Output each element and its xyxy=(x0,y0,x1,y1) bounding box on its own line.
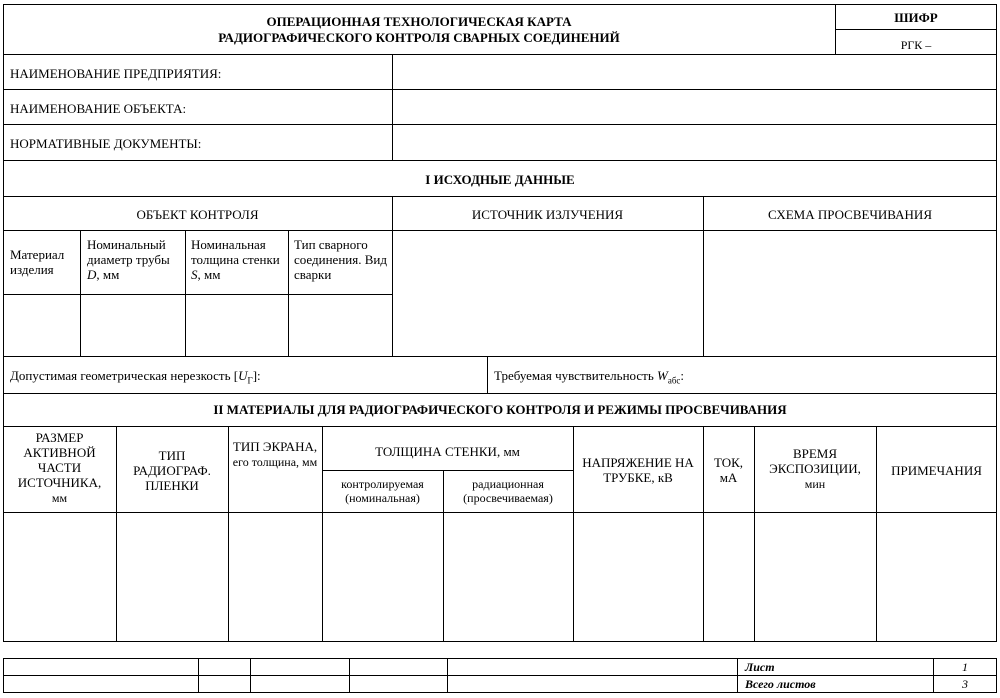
sheet-label: Лист xyxy=(745,660,775,674)
diameter-column-header: Номинальный диаметр трубы D, мм xyxy=(87,237,170,282)
object-col-divider-3 xyxy=(288,230,289,356)
screen-type-column-header: ТИП ЭКРАНА, его толщина, мм xyxy=(232,439,318,469)
info-row-line-1 xyxy=(3,89,997,90)
stamp-table xyxy=(3,658,997,693)
normative-docs-label: НОРМАТИВНЫЕ ДОКУМЕНТЫ: xyxy=(10,136,202,151)
card-title-line2: РАДИОГРАФИЧЕСКОГО КОНТРОЛЯ СВАРНЫХ СОЕДИНЕНИЙ xyxy=(218,30,620,45)
object-header-line xyxy=(3,294,392,295)
info-row-line-2 xyxy=(3,124,997,125)
scan-scheme-label: СХЕМА ПРОСВЕЧИВАНИЯ xyxy=(768,207,932,222)
section1-group-line xyxy=(3,230,997,231)
stamp-divider-2 xyxy=(250,658,251,693)
controlled-thickness-header: контролируемая (номинальная) xyxy=(341,477,424,505)
stamp-divider-3 xyxy=(349,658,350,693)
stamp-divider-4 xyxy=(447,658,448,693)
s2-col-divider-5 xyxy=(573,426,574,642)
technological-card-form xyxy=(3,4,997,642)
section2-title-line xyxy=(3,426,997,427)
section2-header-bottom-line xyxy=(3,512,997,513)
radiation-source-label: ИСТОЧНИК ИЗЛУЧЕНИЯ xyxy=(471,207,624,222)
code-label: ШИФР xyxy=(894,10,938,25)
form-outer-border xyxy=(3,4,997,642)
radiation-thickness-header: радиационная (просвечиваемая) xyxy=(463,477,553,505)
stamp-middle-line xyxy=(3,675,997,676)
section2-title: II МАТЕРИАЛЫ ДЛЯ РАДИОГРАФИЧЕСКОГО КОНТРОЛЯ И РЕЖИМЫ ПРОСВЕЧИВАНИЯ xyxy=(213,402,787,417)
wall-thickness-subheader-line xyxy=(322,470,573,471)
total-sheets-number: 3 xyxy=(962,677,968,691)
section1-title: I ИСХОДНЫЕ ДАННЫЕ xyxy=(425,172,575,187)
info-row-line-3 xyxy=(3,160,997,161)
film-type-column-header: ТИП РАДИОГРАФ. ПЛЕНКИ xyxy=(133,448,211,493)
source-size-column-header: РАЗМЕР АКТИВНОЙ ЧАСТИ ИСТОЧНИКА, мм xyxy=(17,430,102,505)
object-name-label: НАИМЕНОВАНИЕ ОБЪЕКТА: xyxy=(10,101,187,116)
code-divider-line xyxy=(835,29,997,30)
object-of-control-label: ОБЪЕКТ КОНТРОЛЯ xyxy=(136,207,259,222)
notes-column-header: ПРИМЕЧАНИЯ xyxy=(891,463,982,478)
s2-col-divider-8 xyxy=(876,426,877,642)
card-title-line1: ОПЕРАЦИОННАЯ ТЕХНОЛОГИЧЕСКАЯ КАРТА xyxy=(266,14,572,29)
exposure-time-column-header: ВРЕМЯ ЭКСПОЗИЦИИ, мин xyxy=(769,446,861,491)
current-column-header: ТОК, мА xyxy=(713,455,744,485)
header-bottom-line xyxy=(3,54,997,55)
stamp-divider-5 xyxy=(737,658,738,693)
wall-thickness-column-header: ТОЛЩИНА СТЕНКИ, мм xyxy=(375,444,520,459)
geometric-unsharpness-label: Допустимая геометрическая нерезкость $[U_Г]$: xyxy=(10,368,261,386)
code-value: РГК – xyxy=(900,38,932,52)
material-column-header: Материал изделия xyxy=(10,247,65,277)
tube-voltage-column-header: НАПРЯЖЕНИЕ НА ТРУБКЕ, кВ xyxy=(582,455,694,485)
required-sensitivity-label: Требуемая чувствительность $W_{абс}$: xyxy=(494,368,685,386)
sheet-number: 1 xyxy=(962,660,968,674)
total-sheets-label: Всего листов xyxy=(745,677,816,691)
object-col-divider-2 xyxy=(185,230,186,356)
thickness-column-header: Номинальная толщина стенки S, мм xyxy=(191,237,280,282)
section1-bottom-line xyxy=(3,393,997,394)
info-rows-divider xyxy=(392,54,393,160)
stamp-divider-1 xyxy=(198,658,199,693)
section1-title-line xyxy=(3,196,997,197)
unsharpness-divider xyxy=(487,356,488,393)
s2-col-divider-1 xyxy=(116,426,117,642)
weld-type-column-header: Тип сварного соединения. Вид сварки xyxy=(294,237,387,282)
section1-data-bottom-line xyxy=(3,356,997,357)
object-col-divider-1 xyxy=(80,230,81,356)
enterprise-name-label: НАИМЕНОВАНИЕ ПРЕДПРИЯТИЯ: xyxy=(10,66,222,81)
s2-col-divider-4 xyxy=(443,470,444,642)
